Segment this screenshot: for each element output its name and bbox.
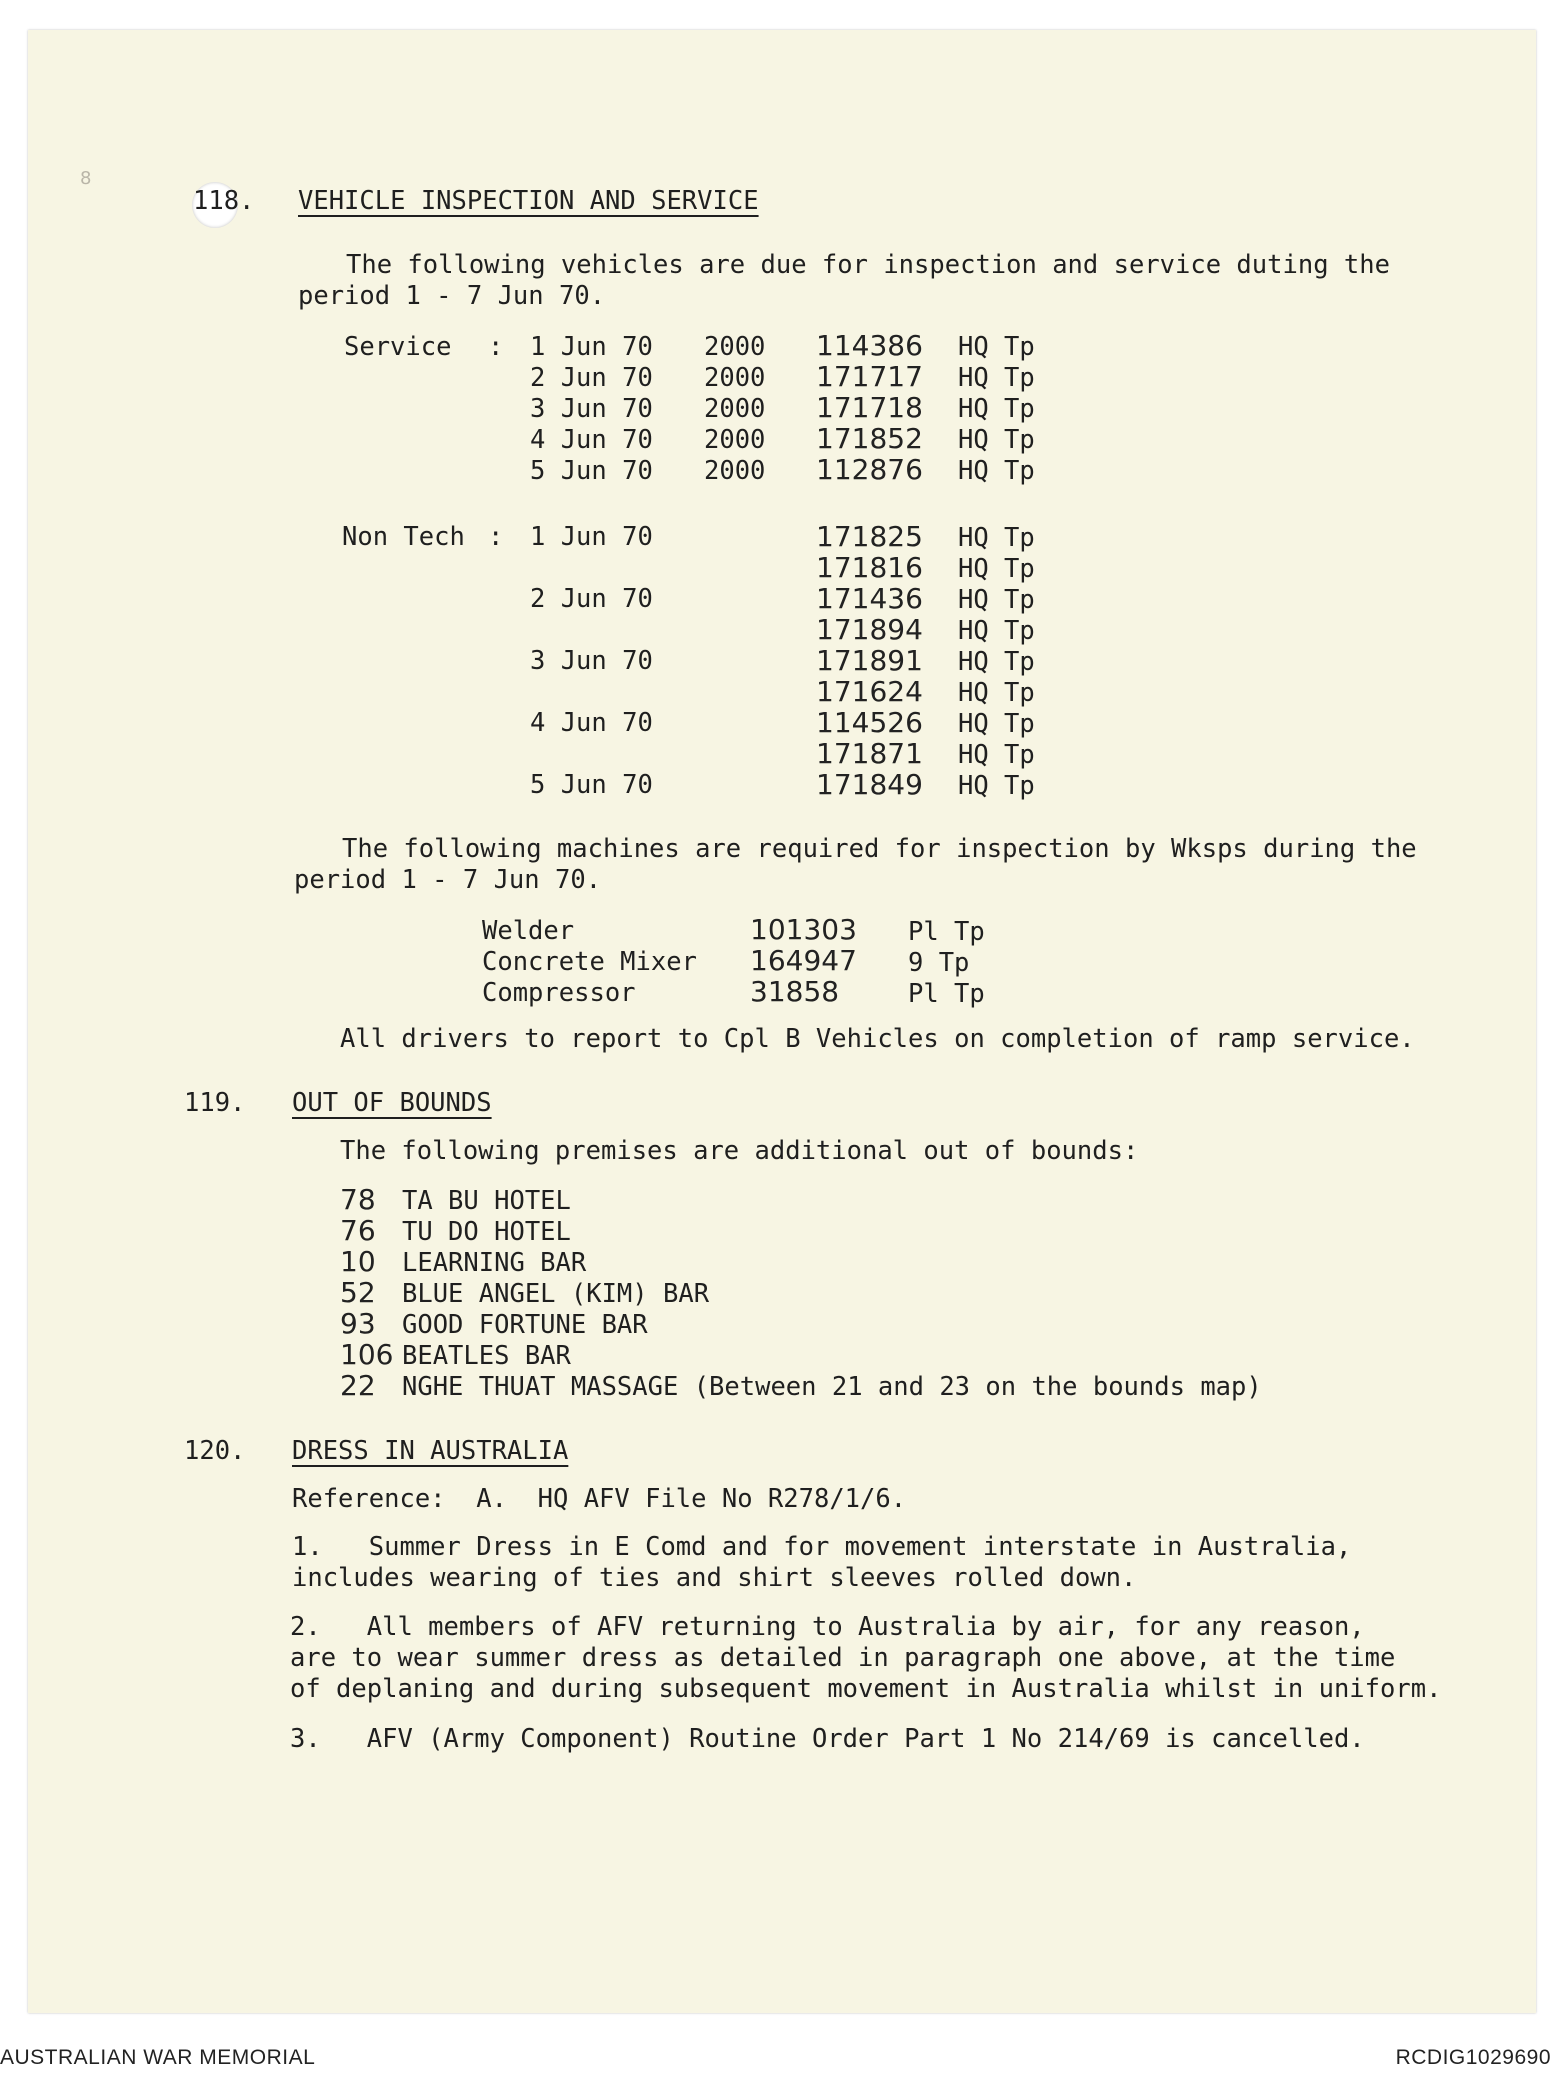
service-time: 2000 [704, 425, 766, 455]
para2-line2: are to wear summer dress as detailed in paragraph one above, at the time [290, 1643, 1396, 1673]
para1-line1: 1. Summer Dress in E Comd and for movement interstate in Australia, [292, 1532, 1352, 1562]
service-label: Service [344, 332, 452, 362]
para3: 3. AFV (Army Component) Routine Order Part 1 No 214/69 is cancelled. [290, 1724, 1365, 1754]
section-number-120: 120. [184, 1436, 246, 1466]
service-vehicle: 171717 [816, 360, 923, 393]
machine-number: 31858 [750, 975, 840, 1008]
premise-name: NGHE THUAT MASSAGE (Between 21 and 23 on the bounds map) [402, 1372, 1262, 1402]
nontech-unit: HQ Tp [958, 709, 1035, 739]
s118-intro-line2: period 1 - 7 Jun 70. [298, 281, 606, 311]
machine-unit: Pl Tp [908, 979, 985, 1009]
nontech-unit: HQ Tp [958, 771, 1035, 801]
nontech-vehicle: 171849 [816, 768, 923, 801]
service-time: 2000 [704, 394, 766, 424]
drivers-note: All drivers to report to Cpl B Vehicles on completion of ramp service. [340, 1024, 1415, 1054]
premise-name: TA BU HOTEL [402, 1186, 571, 1216]
premise-name: GOOD FORTUNE BAR [402, 1310, 648, 1340]
service-vehicle: 171718 [816, 391, 923, 424]
nontech-unit: HQ Tp [958, 616, 1035, 646]
machine-name: Welder [482, 916, 575, 946]
service-unit: HQ Tp [958, 363, 1035, 393]
machine-name: Concrete Mixer [482, 947, 697, 977]
service-date: 2 Jun 70 [530, 363, 653, 393]
premise-number: 52 [340, 1276, 376, 1309]
service-date: 1 Jun 70 [530, 332, 653, 362]
nontech-date: 5 Jun 70 [530, 770, 653, 800]
margin-mark: 8 [80, 168, 92, 189]
para1-line2: includes wearing of ties and shirt sleeves rolled down. [292, 1563, 1137, 1593]
machine-unit: Pl Tp [908, 917, 985, 947]
premise-number: 78 [340, 1183, 376, 1216]
nontech-unit: HQ Tp [958, 523, 1035, 553]
premise-name: LEARNING BAR [402, 1248, 587, 1278]
nontech-unit: HQ Tp [958, 585, 1035, 615]
nontech-vehicle: 171825 [816, 520, 923, 553]
nontech-unit: HQ Tp [958, 647, 1035, 677]
machine-number: 101303 [750, 913, 857, 946]
service-unit: HQ Tp [958, 394, 1035, 424]
nontech-vehicle: 171894 [816, 613, 923, 646]
service-time: 2000 [704, 332, 766, 362]
premise-name: TU DO HOTEL [402, 1217, 571, 1247]
footer-item-id: RCDIG1029690 [1395, 2046, 1551, 2069]
footer-archive-name: AUSTRALIAN WAR MEMORIAL [0, 2046, 316, 2069]
nontech-unit: HQ Tp [958, 554, 1035, 584]
nontech-vehicle: 171816 [816, 551, 923, 584]
premise-number: 22 [340, 1369, 376, 1402]
nontech-unit: HQ Tp [958, 740, 1035, 770]
section-number-118: 118. [193, 186, 255, 216]
document-page [28, 30, 1536, 2013]
premise-name: BLUE ANGEL (KIM) BAR [402, 1279, 710, 1309]
nontech-unit: HQ Tp [958, 678, 1035, 708]
reference-line: Reference: A. HQ AFV File No R278/1/6. [292, 1484, 907, 1514]
nontech-date: 4 Jun 70 [530, 708, 653, 738]
machine-name: Compressor [482, 978, 636, 1008]
section-number-119: 119. [184, 1088, 246, 1118]
nontech-vehicle: 171624 [816, 675, 923, 708]
para2-line1: 2. All members of AFV returning to Australia by air, for any reason, [290, 1612, 1365, 1642]
s119-intro: The following premises are additional out of bounds: [340, 1136, 1139, 1166]
service-unit: HQ Tp [958, 456, 1035, 486]
service-vehicle: 171852 [816, 422, 923, 455]
premise-name: BEATLES BAR [402, 1341, 571, 1371]
nontech-vehicle: 114526 [816, 706, 923, 739]
service-unit: HQ Tp [958, 425, 1035, 455]
service-vehicle: 112876 [816, 453, 923, 486]
nontech-date: 3 Jun 70 [530, 646, 653, 676]
section-heading-119: OUT OF BOUNDS [292, 1088, 492, 1118]
s118-intro-line1: The following vehicles are due for inspection and service duting the [346, 250, 1390, 280]
machines-intro-line1: The following machines are required for inspection by Wksps during the [342, 834, 1417, 864]
nontech-colon: : [488, 522, 504, 552]
service-colon: : [488, 332, 504, 362]
machine-number: 164947 [750, 944, 857, 977]
service-date: 5 Jun 70 [530, 456, 653, 486]
para2-line3: of deplaning and during subsequent movement in Australia whilst in uniform. [290, 1674, 1442, 1704]
section-heading-118: VEHICLE INSPECTION AND SERVICE [298, 186, 759, 216]
service-date: 4 Jun 70 [530, 425, 653, 455]
service-vehicle: 114386 [816, 329, 923, 362]
nontech-date: 2 Jun 70 [530, 584, 653, 614]
machine-unit: 9 Tp [908, 948, 970, 978]
machines-intro-line2: period 1 - 7 Jun 70. [294, 865, 602, 895]
nontech-vehicle: 171891 [816, 644, 923, 677]
premise-number: 76 [340, 1214, 376, 1247]
nontech-vehicle: 171871 [816, 737, 923, 770]
premise-number: 93 [340, 1307, 376, 1340]
section-heading-120: DRESS IN AUSTRALIA [292, 1436, 569, 1466]
premise-number: 106 [340, 1338, 394, 1371]
service-date: 3 Jun 70 [530, 394, 653, 424]
nontech-vehicle: 171436 [816, 582, 923, 615]
premise-number: 10 [340, 1245, 376, 1278]
nontech-label: Non Tech [342, 522, 465, 552]
service-time: 2000 [704, 363, 766, 393]
service-unit: HQ Tp [958, 332, 1035, 362]
nontech-date: 1 Jun 70 [530, 522, 653, 552]
service-time: 2000 [704, 456, 766, 486]
